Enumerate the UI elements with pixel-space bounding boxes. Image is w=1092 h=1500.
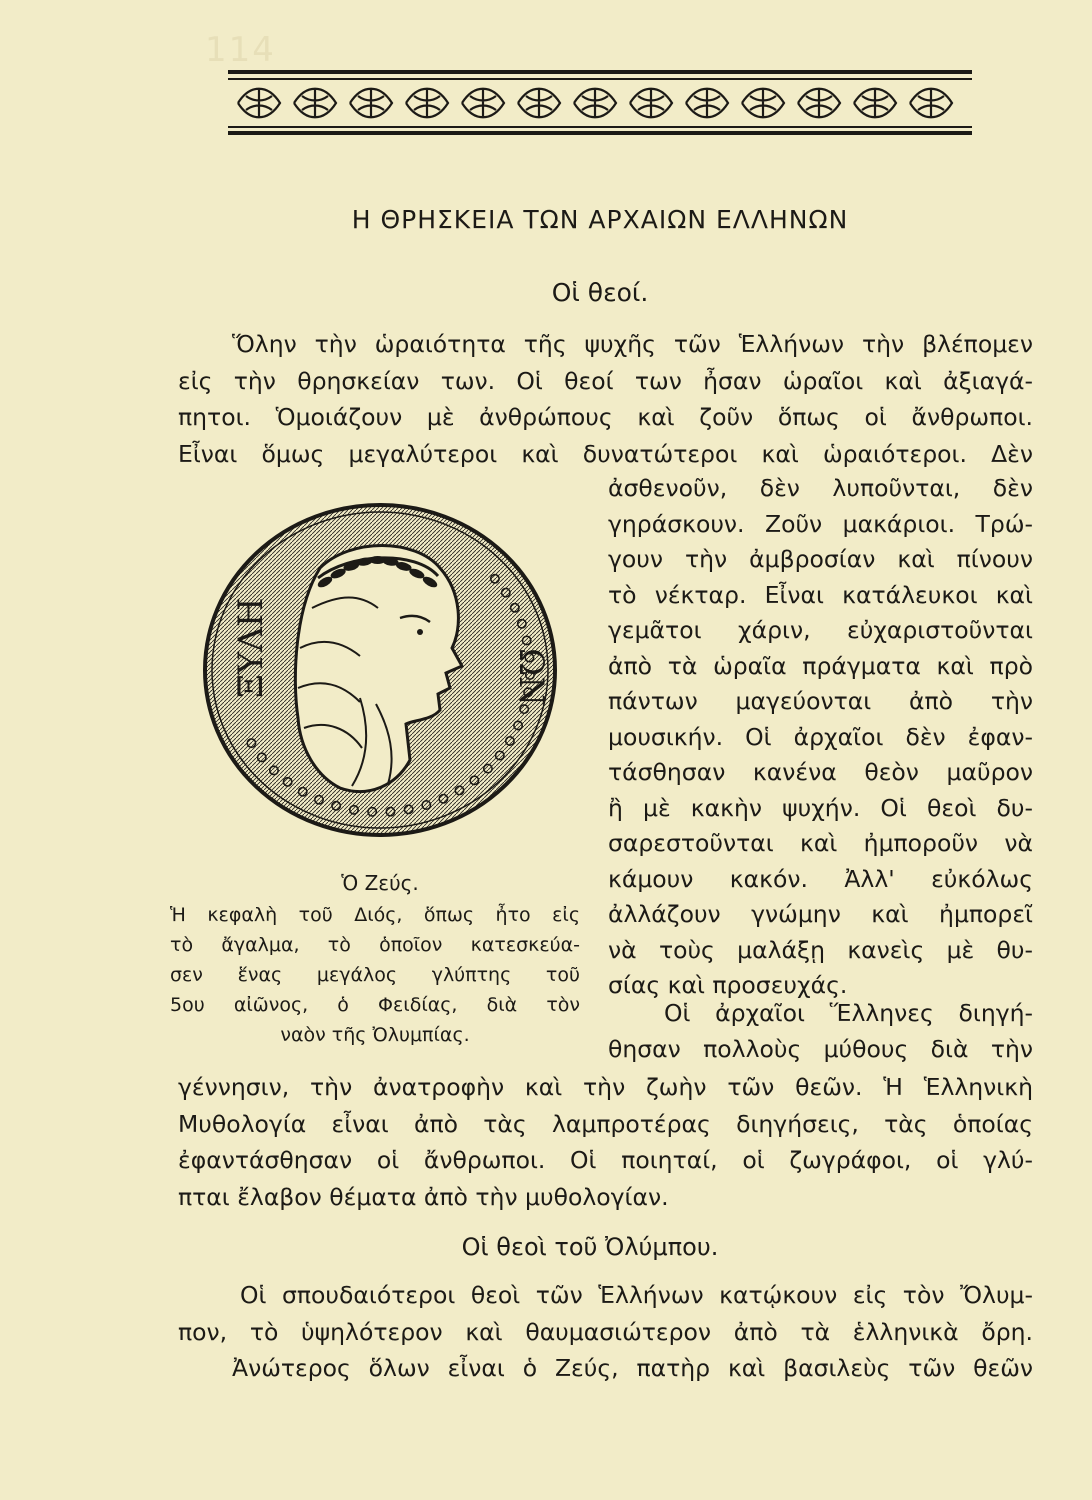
text-line: Εἶναι ὅμως μεγαλύτεροι καὶ δυνατώτεροι καὶ ὡραιότεροι. Δὲν	[178, 439, 1033, 468]
text-line: Οἱ ἀρχαῖοι Ἕλληνες διηγή-	[664, 999, 1033, 1027]
header-ornament	[228, 66, 972, 138]
text-line: πητοι. Ὁμοιάζουν μὲ ἀνθρώπους καὶ ζοῦν ὅπως οἱ ἄνθρωποι.	[178, 403, 1033, 431]
text-line: Ἀνώτερος ὅλων εἶναι ὁ Ζεύς, πατὴρ καὶ βασιλεὺς τῶν θεῶν	[232, 1354, 1033, 1382]
text-line: ἀλλάζουν γνώμην καὶ ἠμπορεῖ	[608, 900, 1033, 928]
text-line: Μυθολογία εἶναι ἀπὸ τὰς λαμπροτέρας διηγήσεις, τὰς ὁποίας	[178, 1109, 1033, 1138]
coin-legend-right: ΩΝ	[511, 648, 551, 706]
text-line: σίας καὶ προσευχάς.	[608, 971, 848, 999]
page-title: Η ΘΡΗΣΚΕΙΑ ΤΩΝ ΑΡΧΑΙΩΝ ΕΛΛΗΝΩΝ	[351, 205, 849, 234]
caption-line: ναὸν τῆς Ὀλυμπίας.	[280, 1024, 470, 1046]
text-line: ἀπὸ τὰ ὡραῖα πράγματα καὶ πρὸ	[608, 651, 1033, 680]
figure-caption-title: Ὁ Ζεύς.	[341, 871, 419, 895]
text-line: θησαν πολλοὺς μύθους διὰ τὴν	[608, 1035, 1033, 1063]
zeus-coin-illustration	[200, 498, 565, 846]
text-line: γέννησιν, τὴν ἀνατροφὴν καὶ τὴν ζωὴν τῶν θεῶν. Ἡ Ἑλληνικὴ	[178, 1073, 1033, 1101]
text-line: Οἱ σπουδαιότεροι θεοὶ τῶν Ἑλλήνων κατῴκουν εἰς τὸν Ὄλυμ-	[240, 1281, 1033, 1309]
caption-line: τὸ ἄγαλμα, τὸ ὁποῖον κατεσκεύα-	[170, 934, 580, 956]
text-line: μουσικήν. Οἱ ἀρχαῖοι δὲν ἐφαν-	[608, 722, 1033, 751]
text-line: σαρεστοῦνται καὶ ἠμποροῦν νὰ	[608, 829, 1033, 857]
text-line: πον, τὸ ὑψηλότερον καὶ θαυμασιώτερον ἀπὸ τὰ ἑλληνικὰ ὄρη.	[178, 1317, 1033, 1346]
coin-legend-left: ΞΥΛΗ	[231, 597, 271, 698]
text-line: Ὅλην τὴν ὡραιότητα τῆς ψυχῆς τῶν Ἑλλήνων τὴν βλέπομεν	[232, 330, 1033, 358]
text-line: γουν τὴν ἀμβροσίαν καὶ πίνουν	[608, 545, 1033, 573]
text-line: εἰς τὴν θρησκείαν των. Οἱ θεοί των ἦσαν ὡραῖοι καὶ ἀξιαγά-	[178, 366, 1033, 395]
text-line: γηράσκουν. Ζοῦν μακάριοι. Τρώ-	[608, 509, 1033, 538]
page-number: 114	[205, 30, 276, 70]
caption-line: Ἡ κεφαλὴ τοῦ Διός, ὅπως ἦτο εἰς	[170, 904, 580, 926]
section-heading-olympus: Οἱ θεοὶ τοῦ Ὀλύμπου.	[461, 1233, 719, 1261]
caption-line: 5ου αἰῶνος, ὁ Φειδίας, διὰ τὸν	[170, 994, 580, 1016]
text-line: τάσθησαν κανένα θεὸν μαῦρον	[608, 758, 1033, 786]
text-line: νὰ τοὺς μαλάξῃ κανεὶς μὲ θυ-	[608, 935, 1033, 964]
text-line: ἀσθενοῦν, δὲν λυποῦνται, δὲν	[608, 474, 1033, 502]
text-line: κάμουν κακόν. Ἀλλ' εὐκόλως	[608, 864, 1033, 893]
text-line: γεμᾶτοι χάριν, εὐχαριστοῦνται	[608, 616, 1033, 644]
section-heading-gods: Οἱ θεοί.	[551, 278, 649, 307]
caption-line: σεν ἕνας μεγάλος γλύπτης τοῦ	[170, 964, 580, 986]
text-line: πται ἔλαβον θέματα ἀπὸ τὴν μυθολογίαν.	[178, 1182, 669, 1211]
text-line: πάντων μαγεύονται ἀπὸ τὴν	[608, 687, 1033, 715]
text-line: ἢ μὲ κακὴν ψυχήν. Οἱ θεοὶ δυ-	[608, 793, 1033, 822]
text-line: τὸ νέκταρ. Εἶναι κατάλευκοι καὶ	[608, 580, 1033, 609]
text-line: ἐφαντάσθησαν οἱ ἄνθρωποι. Οἱ ποιηταί, οἱ ζωγράφοι, οἱ γλύ-	[178, 1146, 1033, 1174]
